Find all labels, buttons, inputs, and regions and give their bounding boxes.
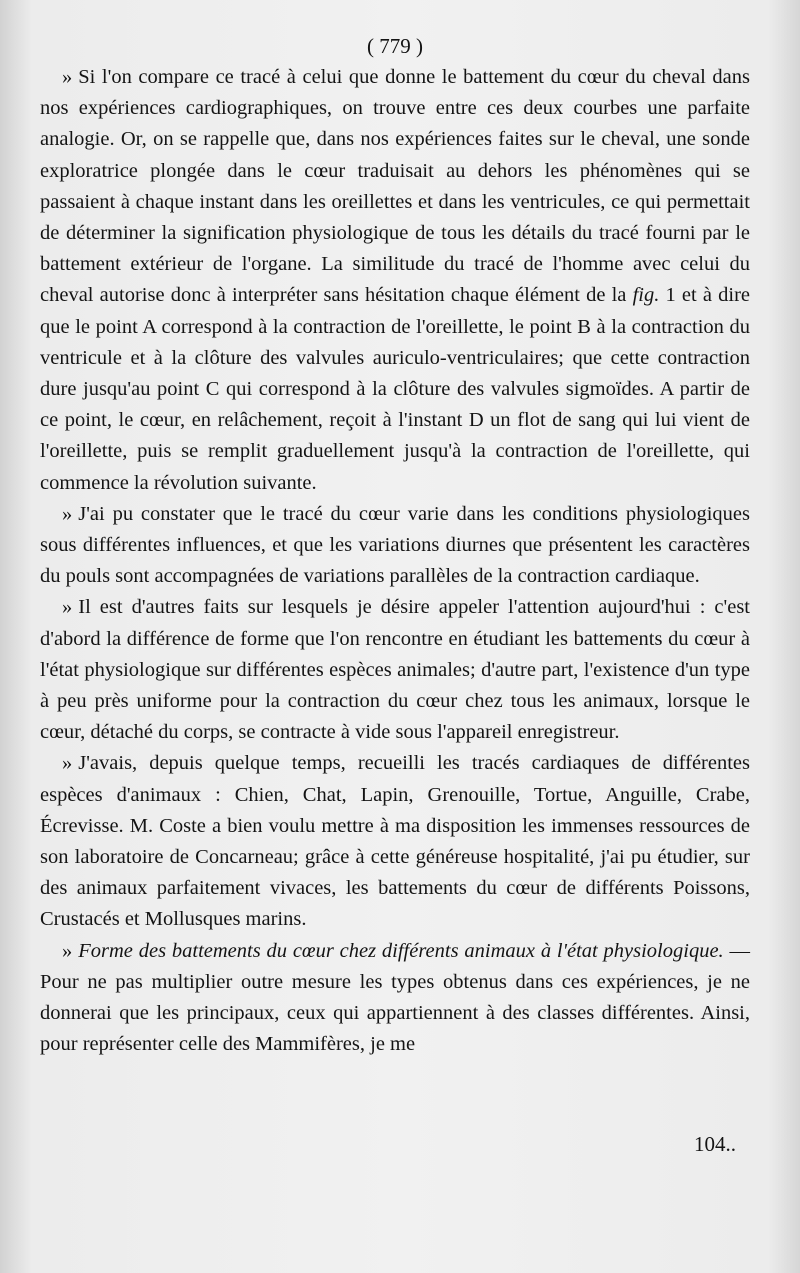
page-number: ( 779 ): [367, 34, 423, 58]
fig-reference: fig.: [632, 284, 660, 307]
paragraph-2: [40, 499, 750, 593]
paragraph-3: [40, 592, 750, 748]
paragraph-text-continued: 1 et à dire que le point A correspond à la contraction de l'oreillette, le point B à la contraction du ventricule et à la clôture des valvules auriculo-ventriculaires; que cette contraction dure jusqu'au point C qui correspond à la clôture des valvules sigmoïdes. A partir de ce point, le cœur, en relâchement, reçoit à l'instant D un flot de sang qui lui vient de l'oreillette, puis se remplit graduellement jusqu'à la contraction de l'oreillette, qui commence la révolution suivante.: [40, 284, 751, 494]
page-text: [40, 28, 750, 1061]
section-subheading: Forme des battements du cœur chez différents animaux à l'état physiologique.: [78, 939, 724, 962]
paragraph-text: — Pour ne pas multiplier outre mesure les types obtenus dans ces expériences, je ne donnerai que les principaux, ceux qui appartiennent à des classes différentes. Ainsi, pour représenter celle des Mammifères, je me: [40, 939, 751, 1056]
paragraph-1: [40, 62, 750, 499]
paragraph-text: Il est d'autres faits sur lesquels je désire appeler l'attention aujourd'hui : c'est d'abord la différence de forme que l'on rencontre en étudiant les battements du cœur à l'état physiologique sur différentes espèces animales; d'autre part, l'existence d'un type à peu près uniforme pour la contraction du cœur chez tous les animaux, lorsque le cœur, détaché du corps, se contracte à vide sous l'appareil enregistreur.: [40, 596, 750, 744]
quote-mark: »: [62, 66, 73, 88]
paragraph-text: Si l'on compare ce tracé à celui que donne le battement du cœur du cheval dans nos expériences cardiographiques, on trouve entre ces deux courbes une parfaite analogie. Or, on se rappelle que, dans nos expériences faites sur le cheval, une sonde exploratrice plongée dans le cœur traduisait au dehors les phénomènes qui se passaient à chaque instant dans les oreillettes et dans les ventricules, ce qui permettait de déterminer la signification physiologique de tous les détails du tracé fourni par le battement extérieur de l'organe. La similitude du tracé de l'homme avec celui du cheval autorise donc à interpréter sans hésitation chaque élément de la: [40, 66, 750, 307]
quote-mark: »: [62, 752, 73, 775]
paragraph-5: [40, 936, 750, 1061]
quote-mark: »: [62, 502, 73, 525]
paragraph-4: [40, 748, 750, 935]
paragraph-text: J'avais, depuis quelque temps, recueilli les tracés cardiaques de différentes espèces d'animaux : Chien, Chat, Lapin, Grenouille, Tortue, Anguille, Crabe, Écrevisse. M. Coste a bien voulu mettre à ma disposition les immenses ressources de son laboratoire de Concarneau; grâce à cette généreuse hospitalité, j'ai pu étudier, sur des animaux parfaitement vivaces, les battements du cœur de différents Poissons, Crustacés et Mollusques marins.: [40, 752, 750, 931]
quote-mark: »: [62, 939, 73, 962]
signature-mark: 104..: [694, 1132, 736, 1156]
quote-mark: »: [62, 596, 73, 619]
paragraph-text: J'ai pu constater que le tracé du cœur varie dans les conditions physiologiques sous différentes influences, et que les variations diurnes que présentent les caractères du pouls sont accompagnées de variations parallèles de la contraction cardiaque.: [40, 502, 750, 588]
